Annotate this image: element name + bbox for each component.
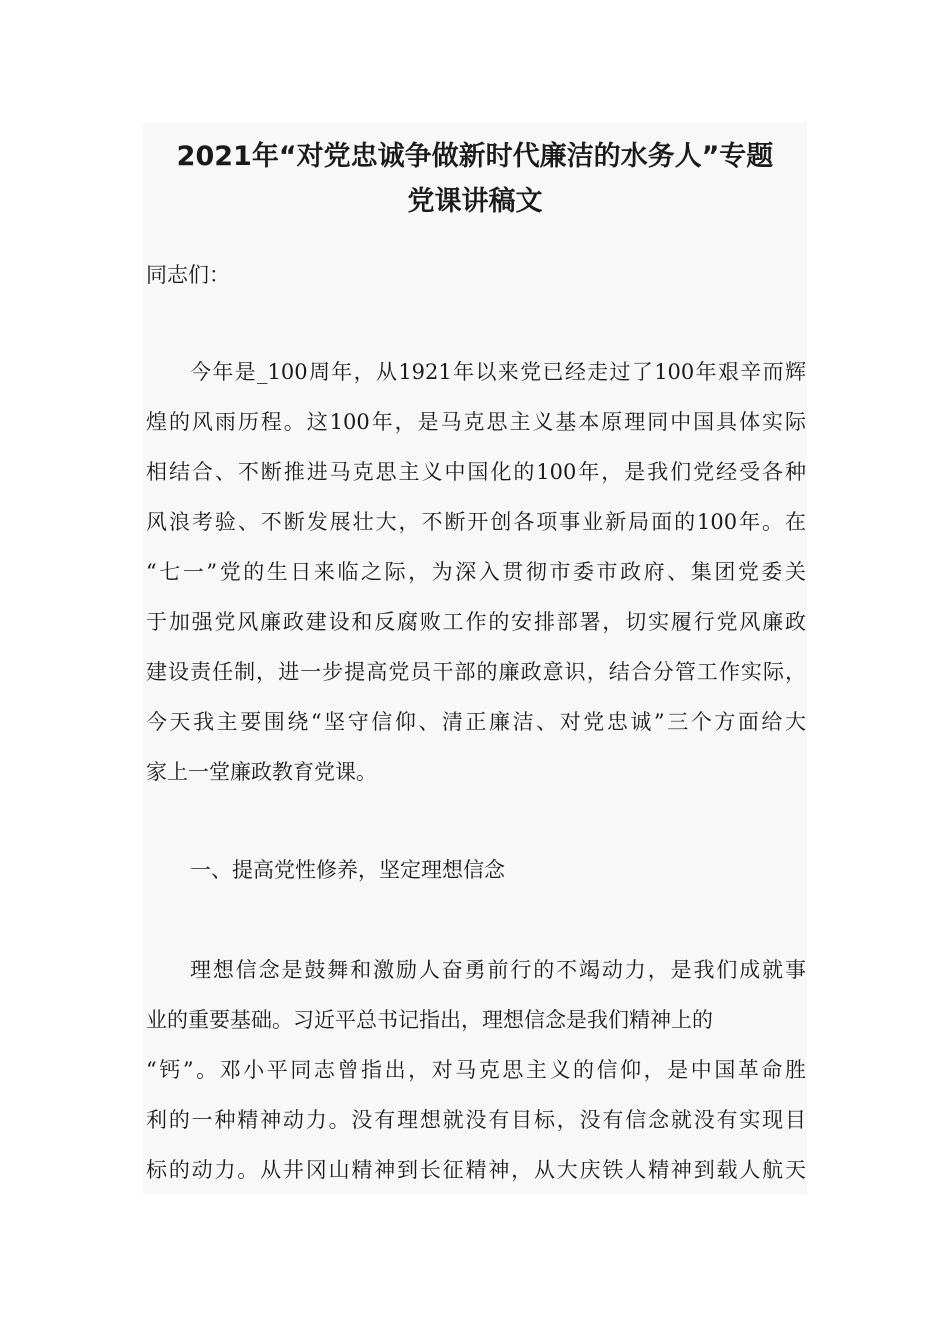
document-title-line-1: 2021年“对党忠诚争做新时代廉洁的水务人”专题 <box>176 141 774 172</box>
paragraph-1-line: 于加强党风廉政建设和反腐败工作的安排部署，切实履行党风廉政 <box>146 610 806 634</box>
section-1-heading: 一、提高党性修养，坚定理想信念 <box>190 858 505 882</box>
paragraph-2-line: 标的动力。从井冈山精神到长征精神，从大庆铁人精神到载人航天 <box>146 1158 806 1182</box>
paragraph-2-line: 利的一种精神动力。没有理想就没有目标，没有信念就没有实现目 <box>146 1108 806 1132</box>
paragraph-2-line: “钙”。邓小平同志曾指出，对马克思主义的信仰，是中国革命胜 <box>146 1058 806 1082</box>
paragraph-1-line: 风浪考验、不断发展壮大，不断开创各项事业新局面的100年。在 <box>146 510 806 534</box>
paragraph-2-line: 理想信念是鼓舞和激励人奋勇前行的不竭动力，是我们成就事 <box>190 958 806 982</box>
paragraph-1-line: 家上一堂廉政教育党课。 <box>146 760 377 784</box>
paragraph-1-line: 今年是_100周年，从1921年以来党已经走过了100年艰辛而辉 <box>190 360 806 384</box>
paragraph-1-line: 建设责任制，进一步提高党员干部的廉政意识，结合分管工作实际， <box>146 660 806 684</box>
document-title-line-2: 党课讲稿文 <box>407 186 543 217</box>
paragraph-1-line: 今天我主要围绕“坚守信仰、清正廉洁、对党忠诚”三个方面给大 <box>146 710 806 734</box>
paragraph-2-line: 业的重要基础。习近平总书记指出，理想信念是我们精神上的 <box>146 1008 713 1032</box>
paragraph-1-line: 煌的风雨历程。这100年，是马克思主义基本原理同中国具体实际 <box>146 410 806 434</box>
paragraph-1-line: “七一”党的生日来临之际，为深入贯彻市委市政府、集团党委关 <box>146 560 806 584</box>
paragraph-1-line: 相结合、不断推进马克思主义中国化的100年，是我们党经受各种 <box>146 460 806 484</box>
salutation: 同志们： <box>146 263 230 287</box>
